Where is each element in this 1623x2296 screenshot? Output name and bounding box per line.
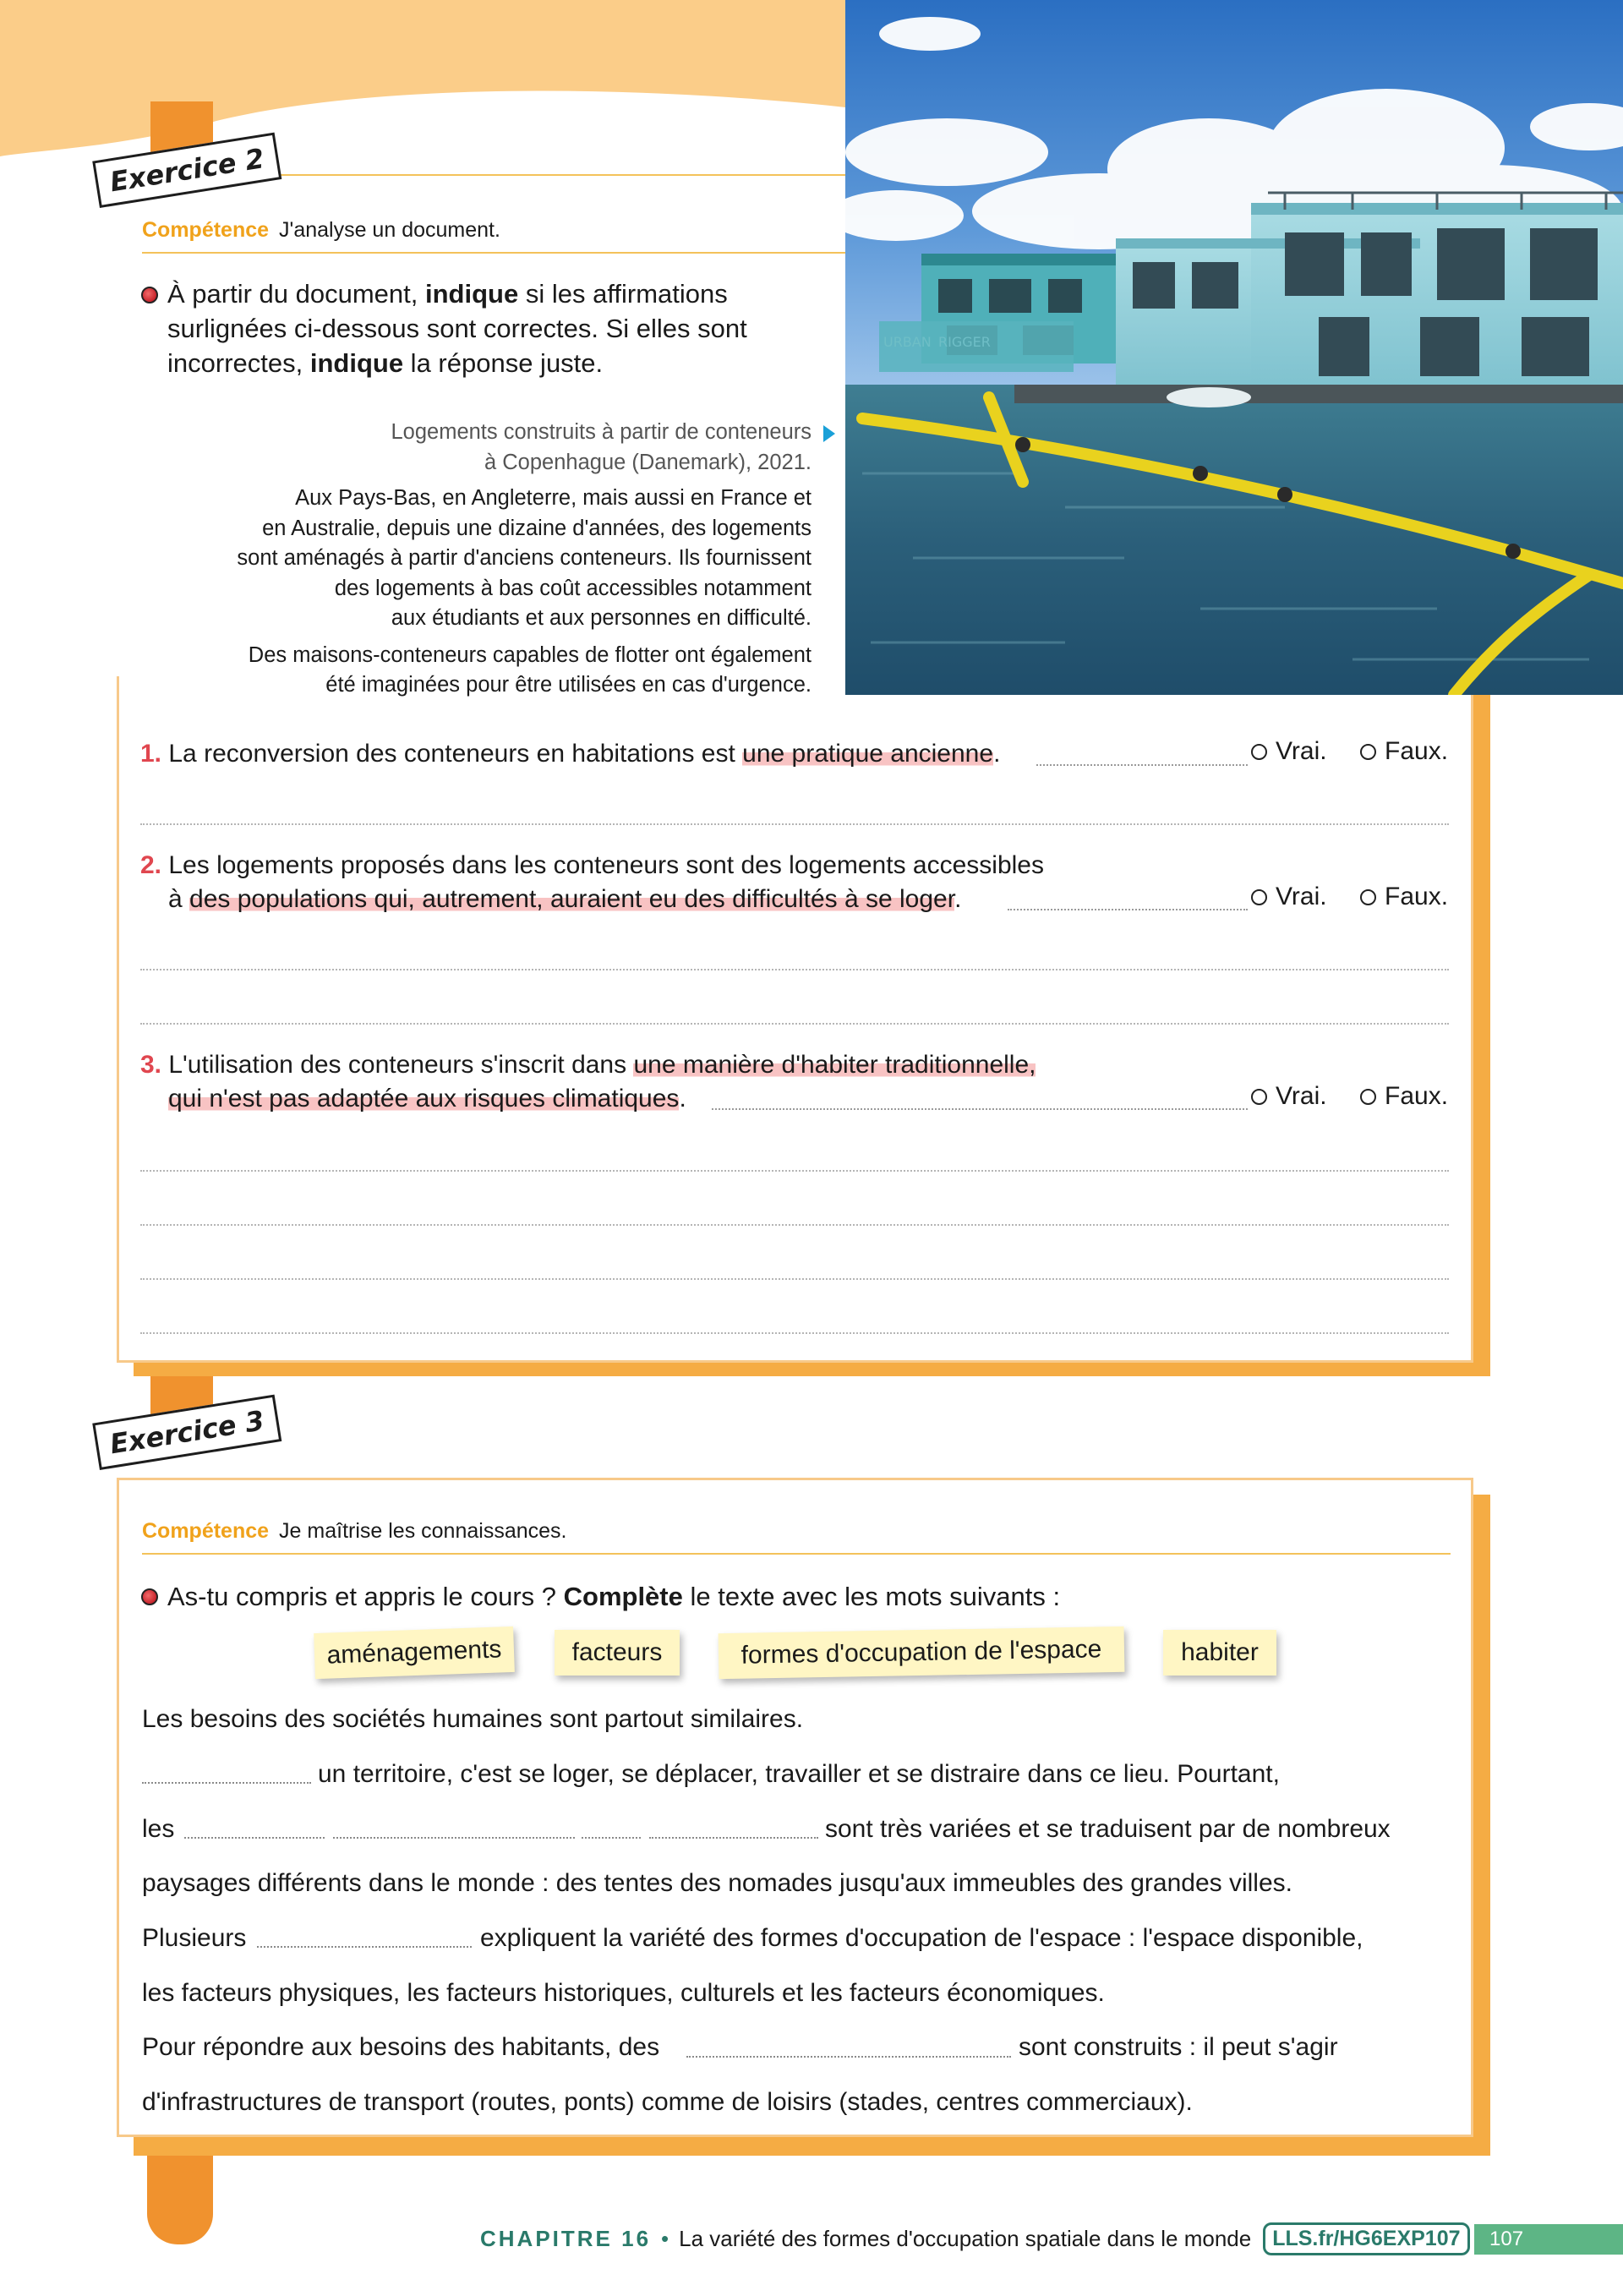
ex2-instruction: À partir du document, indique si les affirmations surlignées ci-dessous sont correctes. Si elles sont incorrectes, indique la réponse juste. xyxy=(167,279,747,378)
document-text xyxy=(135,484,812,701)
answer-line[interactable] xyxy=(140,1278,1449,1280)
word-chip[interactable]: habiter xyxy=(1163,1630,1276,1676)
doc-line: sont aménagés à partir d'anciens conteneurs. Ils fournissent xyxy=(237,546,812,570)
blank-amenagements[interactable] xyxy=(686,2056,1011,2058)
ex3-instruction: As-tu compris et appris le cours ? Complète le texte avec les mots suivants : xyxy=(167,1582,1061,1611)
fill-text-line: Pour répondre aux besoins des habitants, des xyxy=(142,2033,660,2061)
footer-bullet: • xyxy=(661,2226,669,2251)
radio-icon[interactable] xyxy=(1360,744,1376,760)
blank-facteurs[interactable] xyxy=(257,1946,472,1948)
fill-text-line: sont très variées et se traduisent par de nombreux xyxy=(825,1815,1391,1843)
blank-formes[interactable] xyxy=(333,1837,575,1839)
fill-text-line: paysages différents dans le monde : des tentes des nomades jusqu'aux immeubles des grandes villes. xyxy=(142,1869,1292,1897)
word-chip[interactable]: formes d'occupation de l'espace xyxy=(719,1626,1125,1679)
word-chip[interactable]: facteurs xyxy=(555,1630,680,1676)
competence-label: Compétence xyxy=(142,218,270,242)
blank-formes[interactable] xyxy=(184,1837,325,1839)
blank-formes[interactable] xyxy=(582,1837,641,1839)
question-3: 3. L'utilisation des conteneurs s'inscrit dans une manière d'habiter traditionnelle, qui n'est pas adaptée aux risques climatiques. xyxy=(140,1051,1036,1112)
answer-line[interactable] xyxy=(140,1170,1449,1172)
leader-dots xyxy=(712,1108,1248,1110)
question-1: 1. La reconversion des conteneurs en habitations est une pratique ancienne. xyxy=(140,740,1001,768)
bullet-icon xyxy=(141,1588,158,1605)
answer-line[interactable] xyxy=(140,969,1449,970)
competence-text: Je maîtrise les connaissances. xyxy=(279,1519,567,1543)
doc-line: Aux Pays-Bas, en Angleterre, mais aussi en France et xyxy=(295,486,812,510)
answer-line[interactable] xyxy=(140,1332,1449,1334)
bullet-icon xyxy=(141,287,158,303)
fill-text-line: expliquent la variété des formes d'occupation de l'espace : l'espace disponible, xyxy=(480,1924,1363,1952)
orange-strip xyxy=(147,2151,213,2244)
doc-line: Des maisons-conteneurs capables de flotter ont également xyxy=(248,642,812,667)
ex2-competence xyxy=(142,218,500,243)
q1-vrai-option[interactable]: Vrai. xyxy=(1251,737,1327,766)
competence-label: Compétence xyxy=(142,1519,270,1543)
radio-icon[interactable] xyxy=(1251,744,1267,760)
exercise-2-tag: Exercice 2 xyxy=(92,133,281,208)
caption-arrow-icon xyxy=(822,424,836,443)
radio-icon[interactable] xyxy=(1251,889,1267,905)
fill-text-line: les facteurs physiques, les facteurs historiques, culturels et les facteurs économiques. xyxy=(142,1979,1105,2007)
word-chip[interactable]: aménagements xyxy=(314,1626,515,1679)
footer xyxy=(480,2222,1470,2255)
exercise-3-tag: Exercice 3 xyxy=(92,1395,281,1470)
competence-rule xyxy=(142,1553,1451,1555)
fill-text-line: d'infrastructures de transport (routes, ponts) comme de loisirs (stades, centres commerciaux). xyxy=(142,2088,1193,2116)
q3-vrai-option[interactable]: Vrai. xyxy=(1251,1082,1327,1111)
lls-link[interactable]: LLS.fr/HG6EXP107 xyxy=(1263,2222,1469,2255)
photo-caption: Logements construits à partir de conteneurs à Copenhague (Danemark), 2021. xyxy=(391,420,812,474)
ex3-competence xyxy=(142,1519,566,1544)
top-banner xyxy=(0,0,854,169)
answer-line[interactable] xyxy=(140,823,1449,825)
q3-faux-option[interactable]: Faux. xyxy=(1360,1082,1448,1111)
competence-rule xyxy=(142,252,854,254)
fill-text-line: les xyxy=(142,1815,175,1843)
competence-text: J'analyse un document. xyxy=(279,218,500,242)
blank-habiter[interactable] xyxy=(142,1782,311,1784)
leader-dots xyxy=(1036,764,1248,766)
doc-line: aux étudiants et aux personnes en difficulté. xyxy=(391,606,812,630)
leader-dots xyxy=(1008,909,1248,910)
q1-faux-option[interactable]: Faux. xyxy=(1360,737,1448,766)
chapter-label: CHAPITRE 16 xyxy=(480,2226,652,2251)
container-homes-photo xyxy=(845,0,1623,695)
q2-vrai-option[interactable]: Vrai. xyxy=(1251,883,1327,911)
fill-text-line: sont construits : il peut s'agir xyxy=(1019,2033,1338,2061)
radio-icon[interactable] xyxy=(1251,1089,1267,1105)
fill-text-line: Plusieurs xyxy=(142,1924,247,1952)
radio-icon[interactable] xyxy=(1360,889,1376,905)
radio-icon[interactable] xyxy=(1360,1089,1376,1105)
answer-line[interactable] xyxy=(140,1023,1449,1025)
question-2: 2. Les logements proposés dans les conteneurs sont des logements accessibles à des populations qui, autrement, auraient eu des difficultés à se loger. xyxy=(140,851,1044,913)
chapter-title: La variété des formes d'occupation spatiale dans le monde xyxy=(679,2226,1252,2251)
fill-text-line: Les besoins des sociétés humaines sont partout similaires. xyxy=(142,1705,804,1733)
doc-line: été imaginées pour être utilisées en cas d'urgence. xyxy=(325,673,812,697)
fill-text-line: un territoire, c'est se loger, se déplacer, travailler et se distraire dans ce lieu. Pourtant, xyxy=(318,1760,1280,1788)
q2-faux-option[interactable]: Faux. xyxy=(1360,883,1448,911)
doc-line: en Australie, depuis une dizaine d'années, des logements xyxy=(262,516,812,540)
answer-line[interactable] xyxy=(140,1224,1449,1226)
doc-line: des logements à bas coût accessibles notamment xyxy=(334,576,812,600)
ex2-box xyxy=(117,676,1473,1363)
blank-formes[interactable] xyxy=(649,1837,818,1839)
page-number: 107 xyxy=(1474,2224,1623,2255)
